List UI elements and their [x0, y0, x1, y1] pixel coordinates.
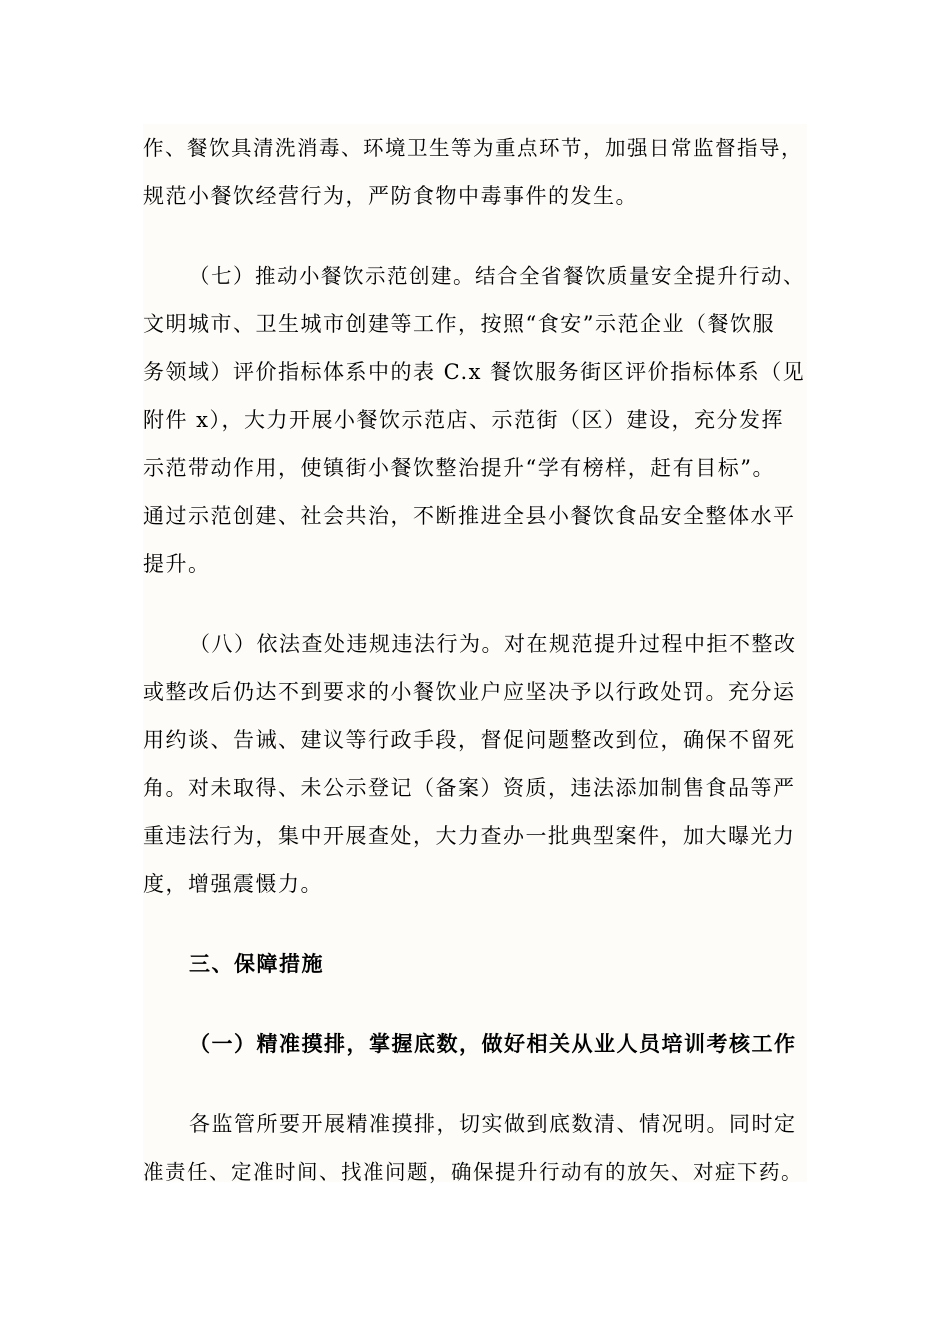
paragraph-gap: [143, 988, 807, 1020]
document-text: [143, 124, 807, 1196]
paragraph-item-8: [143, 620, 807, 908]
subsection-heading: （一）精准摸排，掌握底数，做好相关从业人员培训考核工作: [189, 1031, 797, 1056]
text-line: 准责任、定准时间、找准问题，确保提升行动有的放矢、对症下药。: [143, 1160, 803, 1184]
text-line: 示范带动作用，使镇街小餐饮整治提升“学有榜样，赶有目标”。: [143, 456, 775, 480]
paragraph-item-7: [143, 252, 807, 588]
text-line: （七）推动小餐饮示范创建。结合全省餐饮质量安全提升行动、: [189, 264, 805, 288]
paragraph-measures: [143, 1100, 807, 1196]
text-line: （八）依法查处违规违法行为。对在规范提升过程中拒不整改: [189, 632, 797, 656]
paragraph-gap: [143, 588, 807, 620]
text-line: 附件 x），大力开展小餐饮示范店、示范街（区）建设，充分发挥: [143, 408, 785, 432]
text-line: 用约谈、告诫、建议等行政手段，督促问题整改到位，确保不留死: [143, 728, 796, 752]
text-line: 提升。: [143, 552, 211, 576]
text-line: 重违法行为，集中开展查处，大力查办一批典型案件，加大曝光力: [143, 824, 796, 848]
text-line: 度，增强震慑力。: [143, 872, 323, 896]
paragraph-gap: [143, 908, 807, 940]
text-line: 文明城市、卫生城市创建等工作，按照“食安”示范企业（餐饮服: [143, 312, 775, 336]
text-line: 或整改后仍达不到要求的小餐饮业户应坚决予以行政处罚。充分运: [143, 680, 796, 704]
text-line: 角。对未取得、未公示登记（备案）资质，违法添加制售食品等严: [143, 776, 796, 800]
text-line: 作、餐饮具清洗消毒、环境卫生等为重点环节，加强日常监督指导，: [143, 136, 803, 160]
text-line: 规范小餐饮经营行为，严防食物中毒事件的发生。: [143, 184, 638, 208]
text-line: 各监管所要开展精准摸排，切实做到底数清、情况明。同时定: [189, 1112, 797, 1136]
section-heading: 三、保障措施: [189, 951, 324, 976]
paragraph-continuation: [143, 124, 807, 220]
text-line: 务领域）评价指标体系中的表 C.x 餐饮服务街区评价指标体系（见: [143, 360, 806, 384]
paragraph-gap: [143, 220, 807, 252]
paragraph-gap: [143, 1068, 807, 1100]
text-line: 通过示范创建、社会共治，不断推进全县小餐饮食品安全整体水平: [143, 504, 796, 528]
